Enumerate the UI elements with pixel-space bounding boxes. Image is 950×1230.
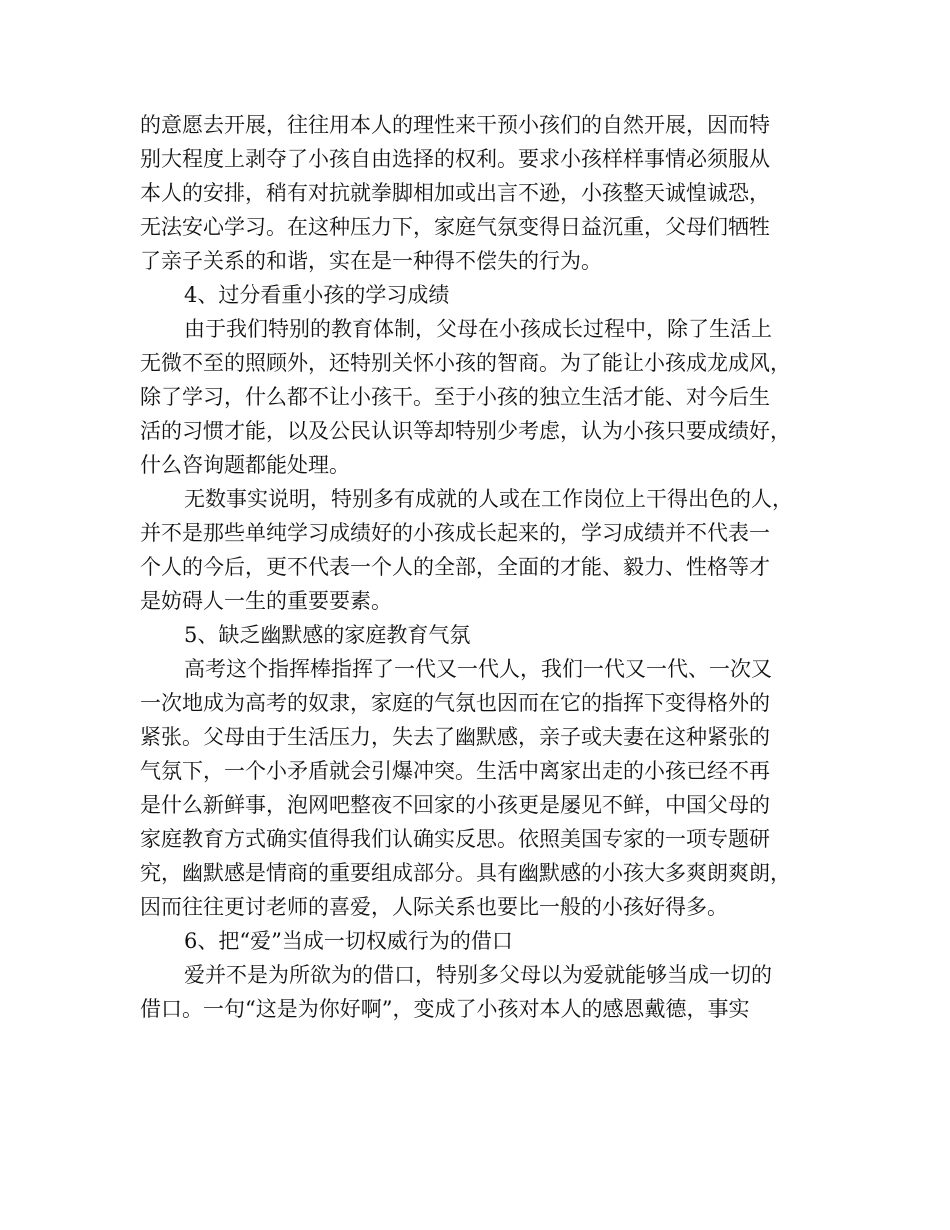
paragraph-line: 是妨碍人一生的重要要素。 — [140, 589, 392, 613]
paragraph-line: 个人的今后，更不代表一个人的全部，全面的才能、毅力、性格等才 — [140, 555, 770, 579]
paragraph-line: 因而往往更讨老师的喜爱，人际关系也要比一般的小孩好得多。 — [140, 895, 728, 919]
paragraph-line: 无数事实说明，特别多有成就的人或在工作岗位上干得出色的人， — [184, 487, 793, 511]
paragraph-line: 紧张。父母由于生活压力，失去了幽默感，亲子或夫妻在这种紧张的 — [140, 725, 770, 749]
paragraph-line: 家庭教育方式确实值得我们认确实反思。依照美国专家的一项专题研 — [140, 827, 770, 851]
paragraph-line: 借口。一句“这是为你好啊”，变成了小孩对本人的感恩戴德，事实 — [140, 997, 750, 1021]
paragraph-line: 了亲子关系的和谐，实在是一种得不偿失的行为。 — [140, 249, 602, 273]
paragraph-line: 爱并不是为所欲为的借口，特别多父母以为爱就能够当成一切的 — [184, 963, 772, 987]
section-heading: 6、把“爱”当成一切权威行为的借口 — [184, 929, 513, 953]
paragraph-line: 并不是那些单纯学习成绩好的小孩成长起来的，学习成绩并不代表一 — [140, 521, 770, 545]
section-heading: 4、过分看重小孩的学习成绩 — [184, 283, 450, 307]
paragraph-line: 除了学习，什么都不让小孩干。至于小孩的独立生活才能、对今后生 — [140, 385, 770, 409]
paragraph-line: 什么咨询题都能处理。 — [140, 453, 350, 477]
paragraph-line: 由于我们特别的教育体制，父母在小孩成长过程中，除了生活上 — [184, 317, 772, 341]
paragraph-line: 高考这个指挥棒指挥了一代又一代人，我们一代又一代、一次又 — [184, 657, 772, 681]
paragraph-line: 无法安心学习。在这种压力下，家庭气氛变得日益沉重，父母们牺牲 — [140, 215, 770, 239]
paragraph-line: 本人的安排，稍有对抗就拳脚相加或出言不逊，小孩整天诚惶诚恐， — [140, 181, 770, 205]
document-body — [140, 108, 826, 1026]
paragraph-line: 气氛下，一个小矛盾就会引爆冲突。生活中离家出走的小孩已经不再 — [140, 759, 770, 783]
paragraph-line: 一次地成为高考的奴隶，家庭的气氛也因而在它的指挥下变得格外的 — [140, 691, 770, 715]
paragraph-line: 是什么新鲜事，泡网吧整夜不回家的小孩更是屡见不鲜，中国父母的 — [140, 793, 770, 817]
paragraph-line: 的意愿去开展，往往用本人的理性来干预小孩们的自然开展，因而特 — [140, 113, 770, 137]
paragraph-line: 无微不至的照顾外，还特别关怀小孩的智商。为了能让小孩成龙成风， — [140, 351, 791, 375]
paragraph-line: 究，幽默感是情商的重要组成部分。具有幽默感的小孩大多爽朗爽朗， — [140, 861, 791, 885]
paragraph-line: 别大程度上剥夺了小孩自由选择的权利。要求小孩样样事情必须服从 — [140, 147, 770, 171]
section-heading: 5、缺乏幽默感的家庭教育气氛 — [184, 623, 471, 647]
paragraph-line: 活的习惯才能，以及公民认识等却特别少考虑，认为小孩只要成绩好， — [140, 419, 791, 443]
